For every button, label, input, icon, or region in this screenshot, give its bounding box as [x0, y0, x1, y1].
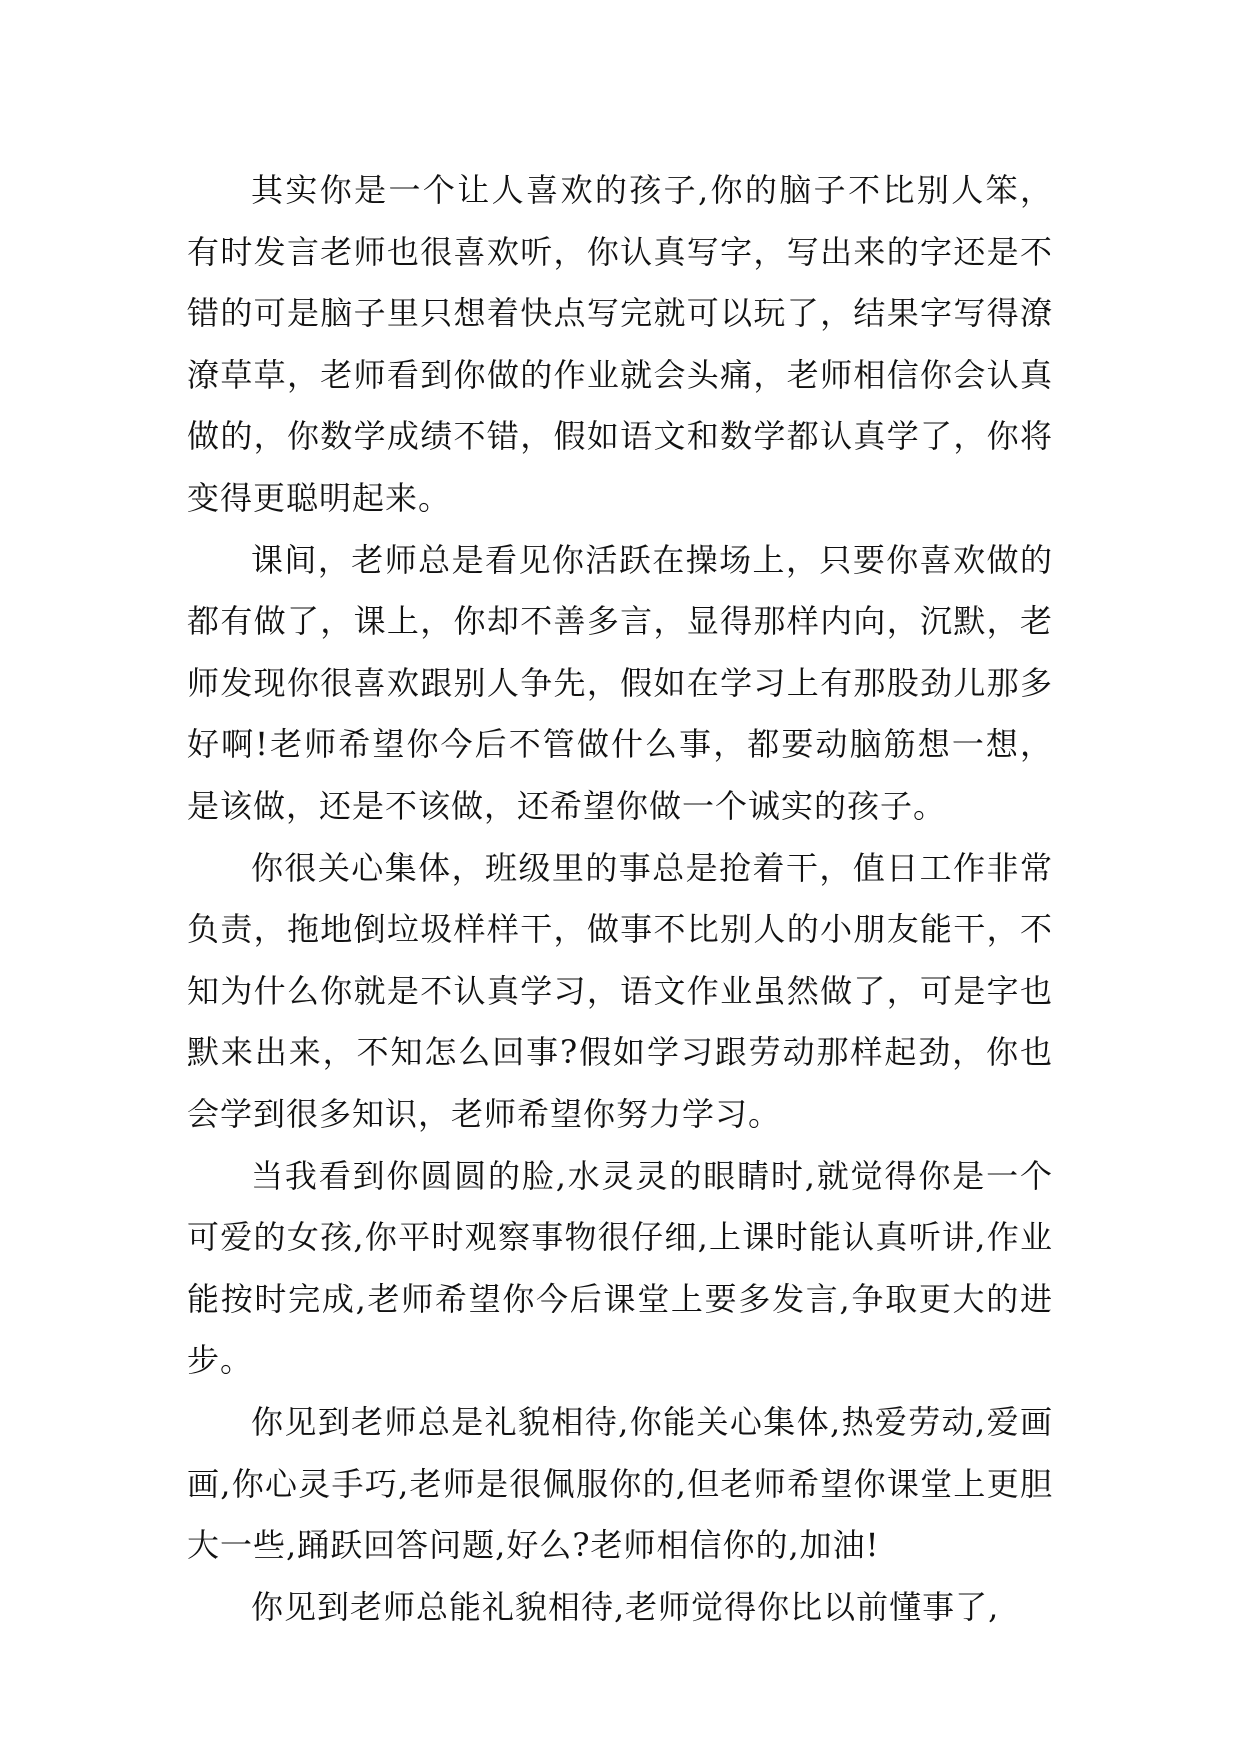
paragraph-4: 当我看到你圆圆的脸,水灵灵的眼睛时,就觉得你是一个可爱的女孩,你平时观察事物很仔细,上课时能认真听讲,作业能按时完成,老师希望你今后课堂上要多发言,争取更大的进步。 [187, 1156, 1053, 1379]
paragraph-6: 你见到老师总能礼貌相待,老师觉得你比以前懂事了, [251, 1588, 1000, 1626]
paragraph-1: 其实你是一个让人喜欢的孩子,你的脑子不比别人笨，有时发言老师也很喜欢听，你认真写字，写出来的字还是不错的可是脑子里只想着快点写完就可以玩了，结果字写得潦潦草草，老师看到你做的作业就会头痛，老师相信你会认真做的，你数学成绩不错，假如语文和数学都认真学了，你将变得更聪明起来。 [187, 171, 1053, 517]
paragraph-3: 你很关心集体，班级里的事总是抢着干，值日工作非常负责，拖地倒垃圾样样干，做事不比别人的小朋友能干，不知为什么你就是不认真学习，语文作业虽然做了，可是字也默来出来，不知怎么回事?假如学习跟劳动那样起劲，你也会学到很多知识，老师希望你努力学习。 [187, 848, 1053, 1133]
paragraph-5: 你见到老师总是礼貌相待,你能关心集体,热爱劳动,爱画画,你心灵手巧,老师是很佩服你的,但老师希望你课堂上更胆大一些,踊跃回答问题,好么?老师相信你的,加油! [187, 1403, 1053, 1564]
paragraph-2: 课间，老师总是看见你活跃在操场上，只要你喜欢做的都有做了，课上，你却不善多言，显得那样内向，沉默，老师发现你很喜欢跟别人争先，假如在学习上有那股劲儿那多好啊!老师希望你今后不管做什么事，都要动脑筋想一想，是该做，还是不该做，还希望你做一个诚实的孩子。 [187, 540, 1053, 825]
document-page [187, 160, 1053, 1639]
